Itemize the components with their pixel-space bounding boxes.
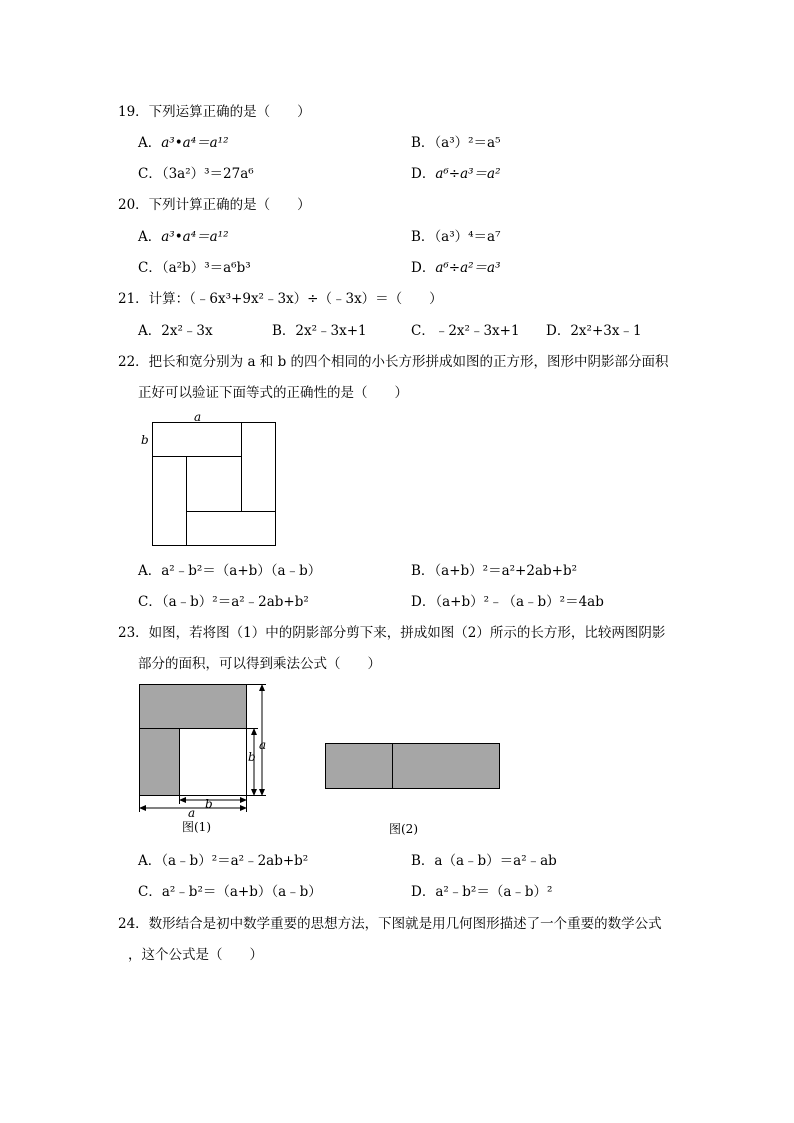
option-letter: D． (411, 260, 436, 276)
q19-option-c[interactable] (138, 165, 254, 183)
q20-option-a[interactable] (138, 228, 229, 246)
option-letter: C． (138, 594, 162, 610)
q20-option-c[interactable] (138, 259, 251, 277)
q23-stem-line1: 23．如图，若将图（1）中的阴影部分剪下来，拼成如图（2）所示的长方形，比较两图阴影 (118, 625, 666, 641)
q20-option-b[interactable] (411, 228, 501, 246)
q21-stem: 21．计算：（﹣6x³+9x²﹣3x）÷（﹣3x）＝（ ） (118, 291, 443, 307)
q20-stem: 20．下列计算正确的是（ ） (118, 197, 311, 213)
q23-option-a[interactable] (138, 852, 308, 870)
q20-option-d[interactable] (411, 259, 501, 277)
option-letter: B． (411, 135, 435, 151)
option-letter: A． (138, 563, 162, 579)
option-letter: A． (138, 135, 162, 151)
q23-caption-1: 图(1) (182, 820, 211, 834)
q21-option-d[interactable] (546, 322, 642, 340)
option-letter: B． (272, 323, 296, 339)
q19-stem: 19．下列运算正确的是（ ） (118, 104, 311, 120)
option-text: a²﹣b²＝（a+b）（a﹣b） (161, 563, 322, 579)
option-letter: B． (411, 853, 435, 869)
q19-option-b[interactable] (411, 134, 501, 152)
option-letter: A． (138, 229, 162, 245)
option-letter: C． (138, 260, 162, 276)
option-text: 2x²﹣3x (161, 323, 213, 339)
q23-option-b[interactable] (411, 852, 557, 870)
q22-rect-left (153, 457, 187, 546)
option-letter: A． (138, 853, 162, 869)
q23-fig2-left-part (326, 744, 393, 789)
option-text: ﹣2x²﹣3x+1 (434, 323, 520, 339)
q22-option-b[interactable] (411, 562, 577, 580)
option-letter: D． (411, 884, 436, 900)
q22-rect-right (242, 423, 276, 512)
q23-label-a-bottom: a (188, 806, 196, 820)
q22-figure-label-b: b (141, 433, 149, 447)
option-letter: D． (411, 166, 436, 182)
q24-stem-line1: 24．数形结合是初中数学重要的思想方法，下图就是用几何图形描述了一个重要的数学公式 (118, 916, 662, 932)
option-letter: D． (411, 594, 436, 610)
q22-pinwheel-figure (152, 422, 278, 548)
option-text: a⁶÷a³＝a² (435, 166, 501, 182)
option-text: （a﹣b）²＝a²﹣2ab+b² (161, 594, 309, 610)
q22-option-c[interactable] (138, 593, 309, 611)
q23-figure-2 (325, 743, 501, 790)
q23-label-b-bottom: b (205, 797, 213, 811)
q22-outer-square (153, 423, 276, 546)
q21-option-a[interactable] (138, 322, 213, 340)
option-text: a⁶÷a²＝a³ (435, 260, 501, 276)
option-letter: C． (411, 323, 435, 339)
option-text: a²﹣b²＝（a+b）（a﹣b） (161, 884, 322, 900)
option-text: （a+b）²＝a²+2ab+b² (434, 563, 578, 579)
q21-option-b[interactable] (272, 322, 367, 340)
q23-shaded-top (140, 685, 247, 729)
q22-figure-label-a: a (194, 410, 202, 424)
q19-option-d[interactable] (411, 165, 501, 183)
q23-option-c[interactable] (138, 883, 322, 901)
q22-option-a[interactable] (138, 562, 321, 580)
q22-stem-line1: 22．把长和宽分别为 a 和 b 的四个相同的小长方形拼成如图的正方形，图形中阴影部分面积 (118, 354, 669, 370)
option-letter: B． (411, 229, 435, 245)
option-text: a（a﹣b）＝a²﹣ab (434, 853, 557, 869)
q22-rect-top (153, 423, 242, 457)
option-text: （a+b）²﹣（a﹣b）²＝4ab (435, 594, 604, 610)
q23-white-square (180, 729, 247, 796)
q22-rect-bottom (187, 512, 276, 546)
option-letter: D． (546, 323, 571, 339)
q23-option-d[interactable] (411, 883, 552, 901)
option-text: 2x²+3x﹣1 (570, 323, 642, 339)
option-letter: B． (411, 563, 435, 579)
option-text: （a﹣b）²＝a²﹣2ab+b² (161, 853, 309, 869)
option-text: （a²b）³＝a⁶b³ (161, 260, 251, 276)
option-text: a³•a⁴＝a¹² (161, 135, 229, 151)
q21-option-c[interactable] (411, 322, 520, 340)
q23-label-a-right: a (259, 738, 267, 752)
option-letter: A． (138, 323, 162, 339)
option-text: a²﹣b²＝（a﹣b）² (435, 884, 553, 900)
q23-stem-line2: 部分的面积，可以得到乘法公式（ ） (138, 656, 381, 672)
q22-option-d[interactable] (411, 593, 604, 611)
option-text: （a³）⁴＝a⁷ (434, 229, 501, 245)
option-text: （a³）²＝a⁵ (434, 135, 501, 151)
q22-stem-line2: 正好可以验证下面等式的正确性的是（ ） (138, 385, 408, 401)
q23-fig2-right-part (393, 744, 500, 789)
q24-stem-line2: ，这个公式是（ ） (128, 947, 263, 963)
option-text: a³•a⁴＝a¹² (161, 229, 229, 245)
q23-shaded-left (140, 729, 180, 796)
q23-caption-2: 图(2) (389, 822, 418, 836)
option-text: （3a²）³＝27a⁶ (161, 166, 254, 182)
q23-label-b-right: b (248, 750, 256, 764)
option-text: 2x²﹣3x+1 (295, 323, 367, 339)
option-letter: C． (138, 166, 162, 182)
q19-option-a[interactable] (138, 134, 229, 152)
option-letter: C． (138, 884, 162, 900)
